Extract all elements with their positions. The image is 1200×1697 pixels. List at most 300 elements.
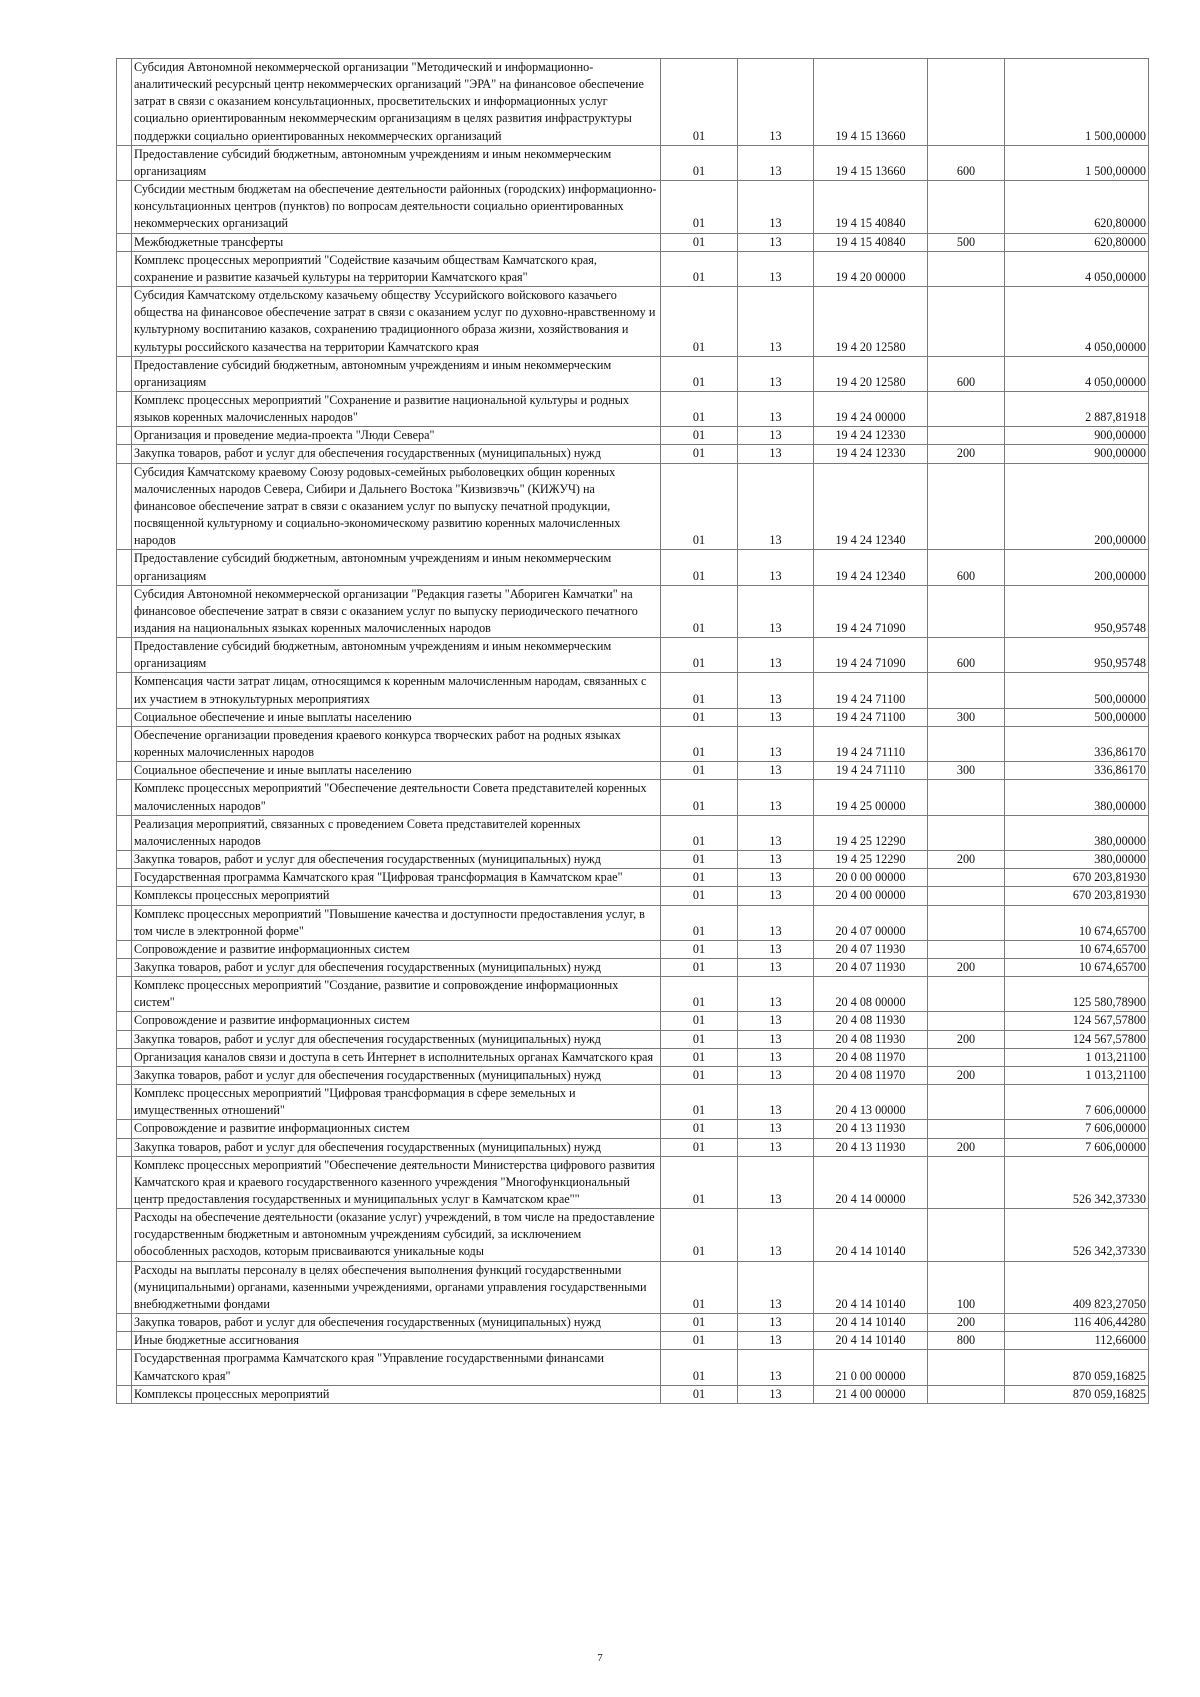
index-cell [117, 1332, 132, 1350]
section-code-cell: 01 [661, 1030, 738, 1048]
index-cell [117, 59, 132, 146]
section-code-cell: 01 [661, 1209, 738, 1261]
expense-name-cell: Субсидии местным бюджетам на обеспечение деятельности районных (городских) информационно-консультационных центров (пунктов) по вопросам деятельности социально ориентированных некоммерческих организаций [132, 181, 661, 233]
expense-name-cell: Закупка товаров, работ и услуг для обеспечения государственных (муниципальных) нужд [132, 1066, 661, 1084]
expense-name-cell: Комплекс процессных мероприятий "Цифровая трансформация в сфере земельных и имущественных отношений" [132, 1085, 661, 1120]
expense-type-cell [928, 815, 1005, 850]
target-article-cell: 19 4 24 12340 [814, 550, 928, 585]
table-row [117, 815, 1149, 850]
index-cell [117, 940, 132, 958]
table-row [117, 1385, 1149, 1403]
section-code-cell: 01 [661, 905, 738, 940]
target-article-cell: 20 4 07 11930 [814, 958, 928, 976]
amount-cell: 124 567,57800 [1005, 1030, 1149, 1048]
table-row [117, 251, 1149, 286]
expense-type-cell: 200 [928, 445, 1005, 463]
amount-cell: 112,66000 [1005, 1332, 1149, 1350]
index-cell [117, 1385, 132, 1403]
target-article-cell: 19 4 24 71090 [814, 638, 928, 673]
index-cell [117, 1012, 132, 1030]
subsection-code-cell: 13 [738, 905, 814, 940]
expense-name-cell: Субсидия Камчатскому краевому Союзу родовых-семейных рыболовецких общин коренных малочисленных народов Севера, Сибири и Дальнего Востока "Кизвизвэчь" (КИЖУЧ) на финансовое обеспечение затрат в связи с оказанием услуг по выпуску печатной продукции, посвященной культурному и социально-экономическому развитию коренных малочисленных народов [132, 463, 661, 550]
subsection-code-cell: 13 [738, 181, 814, 233]
expense-name-cell: Субсидия Автономной некоммерческой организации "Методический и информационно-аналитический ресурсный центр некоммерческих организаций "ЭРА" на финансовое обеспечение затрат в связи с оказанием консультационных, просветительских и информационных услуг социально ориентированным некоммерческим организациям в целях развития инфраструктуры поддержки социально ориентированных некоммерческих организаций [132, 59, 661, 146]
amount-cell: 870 059,16825 [1005, 1350, 1149, 1385]
section-code-cell: 01 [661, 251, 738, 286]
amount-cell: 336,86170 [1005, 762, 1149, 780]
expense-name-cell: Расходы на выплаты персоналу в целях обеспечения выполнения функций государственными (муниципальными) органами, казенными учреждениями, органами управления государственными внебюджетными фондами [132, 1261, 661, 1313]
expense-type-cell: 600 [928, 356, 1005, 391]
section-code-cell: 01 [661, 1261, 738, 1313]
table-row [117, 977, 1149, 1012]
index-cell [117, 585, 132, 637]
target-article-cell: 20 4 14 10140 [814, 1332, 928, 1350]
index-cell [117, 1209, 132, 1261]
expense-type-cell: 300 [928, 762, 1005, 780]
expense-name-cell: Закупка товаров, работ и услуг для обеспечения государственных (муниципальных) нужд [132, 958, 661, 976]
expense-type-cell [928, 391, 1005, 426]
section-code-cell: 01 [661, 1385, 738, 1403]
amount-cell: 409 823,27050 [1005, 1261, 1149, 1313]
amount-cell: 4 050,00000 [1005, 287, 1149, 357]
expense-type-cell [928, 940, 1005, 958]
expense-type-cell [928, 1048, 1005, 1066]
expense-name-cell: Обеспечение организации проведения краевого конкурса творческих работ на родных языках коренных малочисленных народов [132, 726, 661, 761]
target-article-cell: 20 4 08 11930 [814, 1030, 928, 1048]
subsection-code-cell: 13 [738, 815, 814, 850]
target-article-cell: 21 4 00 00000 [814, 1385, 928, 1403]
target-article-cell: 20 4 08 00000 [814, 977, 928, 1012]
expense-name-cell: Компенсация части затрат лицам, относящимся к коренным малочисленным народам, связанных с их участием в этнокультурных мероприятиях [132, 673, 661, 708]
expense-name-cell: Иные бюджетные ассигнования [132, 1332, 661, 1350]
target-article-cell: 20 4 14 10140 [814, 1314, 928, 1332]
target-article-cell: 20 4 13 11930 [814, 1120, 928, 1138]
table-row [117, 638, 1149, 673]
expense-type-cell [928, 726, 1005, 761]
subsection-code-cell: 13 [738, 1350, 814, 1385]
subsection-code-cell: 13 [738, 1385, 814, 1403]
section-code-cell: 01 [661, 851, 738, 869]
expense-type-cell: 100 [928, 1261, 1005, 1313]
section-code-cell: 01 [661, 815, 738, 850]
target-article-cell: 20 0 00 00000 [814, 869, 928, 887]
table-row [117, 851, 1149, 869]
table-row [117, 869, 1149, 887]
index-cell [117, 1314, 132, 1332]
subsection-code-cell: 13 [738, 780, 814, 815]
section-code-cell: 01 [661, 869, 738, 887]
expense-type-cell: 200 [928, 1030, 1005, 1048]
section-code-cell: 01 [661, 427, 738, 445]
expense-type-cell [928, 463, 1005, 550]
subsection-code-cell: 13 [738, 1048, 814, 1066]
index-cell [117, 391, 132, 426]
expense-name-cell: Социальное обеспечение и иные выплаты населению [132, 708, 661, 726]
expense-type-cell [928, 1085, 1005, 1120]
target-article-cell: 20 4 07 11930 [814, 940, 928, 958]
subsection-code-cell: 13 [738, 1156, 814, 1208]
table-row [117, 1350, 1149, 1385]
table-row [117, 1261, 1149, 1313]
index-cell [117, 145, 132, 180]
expense-name-cell: Закупка товаров, работ и услуг для обеспечения государственных (муниципальных) нужд [132, 851, 661, 869]
target-article-cell: 19 4 15 13660 [814, 145, 928, 180]
section-code-cell: 01 [661, 356, 738, 391]
budget-table [116, 58, 1149, 1404]
expense-name-cell: Организация и проведение медиа-проекта "Люди Севера" [132, 427, 661, 445]
target-article-cell: 19 4 24 71110 [814, 762, 928, 780]
amount-cell: 116 406,44280 [1005, 1314, 1149, 1332]
amount-cell: 7 606,00000 [1005, 1138, 1149, 1156]
section-code-cell: 01 [661, 1048, 738, 1066]
index-cell [117, 251, 132, 286]
target-article-cell: 20 4 08 11930 [814, 1012, 928, 1030]
table-row [117, 1209, 1149, 1261]
amount-cell: 4 050,00000 [1005, 356, 1149, 391]
target-article-cell: 19 4 24 71090 [814, 585, 928, 637]
expense-name-cell: Межбюджетные трансферты [132, 233, 661, 251]
amount-cell: 7 606,00000 [1005, 1120, 1149, 1138]
section-code-cell: 01 [661, 1156, 738, 1208]
expense-name-cell: Комплексы процессных мероприятий [132, 887, 661, 905]
subsection-code-cell: 13 [738, 1261, 814, 1313]
table-row [117, 445, 1149, 463]
expense-type-cell: 200 [928, 1314, 1005, 1332]
target-article-cell: 20 4 08 11970 [814, 1048, 928, 1066]
expense-name-cell: Комплекс процессных мероприятий "Повышение качества и доступности предоставления услуг, в том числе в электронной форме" [132, 905, 661, 940]
expense-name-cell: Предоставление субсидий бюджетным, автономным учреждениям и иным некоммерческим организациям [132, 638, 661, 673]
amount-cell: 10 674,65700 [1005, 958, 1149, 976]
expense-type-cell [928, 1209, 1005, 1261]
expense-name-cell: Комплексы процессных мероприятий [132, 1385, 661, 1403]
table-row [117, 673, 1149, 708]
index-cell [117, 887, 132, 905]
index-cell [117, 977, 132, 1012]
table-row [117, 905, 1149, 940]
index-cell [117, 905, 132, 940]
table-row [117, 1048, 1149, 1066]
subsection-code-cell: 13 [738, 1085, 814, 1120]
section-code-cell: 01 [661, 1085, 738, 1120]
amount-cell: 200,00000 [1005, 463, 1149, 550]
section-code-cell: 01 [661, 708, 738, 726]
section-code-cell: 01 [661, 391, 738, 426]
amount-cell: 1 500,00000 [1005, 145, 1149, 180]
subsection-code-cell: 13 [738, 869, 814, 887]
subsection-code-cell: 13 [738, 233, 814, 251]
section-code-cell: 01 [661, 463, 738, 550]
section-code-cell: 01 [661, 762, 738, 780]
expense-type-cell: 500 [928, 233, 1005, 251]
section-code-cell: 01 [661, 445, 738, 463]
expense-name-cell: Организация каналов связи и доступа в сеть Интернет в исполнительных органах Камчатского края [132, 1048, 661, 1066]
amount-cell: 900,00000 [1005, 427, 1149, 445]
index-cell [117, 638, 132, 673]
subsection-code-cell: 13 [738, 585, 814, 637]
subsection-code-cell: 13 [738, 977, 814, 1012]
index-cell [117, 463, 132, 550]
target-article-cell: 20 4 00 00000 [814, 887, 928, 905]
section-code-cell: 01 [661, 780, 738, 815]
amount-cell: 526 342,37330 [1005, 1209, 1149, 1261]
amount-cell: 380,00000 [1005, 851, 1149, 869]
index-cell [117, 1048, 132, 1066]
section-code-cell: 01 [661, 1350, 738, 1385]
subsection-code-cell: 13 [738, 958, 814, 976]
expense-name-cell: Субсидия Автономной некоммерческой организации "Редакция газеты "Абориген Камчатки" на финансовое обеспечение затрат в связи с оказанием услуг по выпуску периодического печатного издания на национальных языках коренных малочисленных народов [132, 585, 661, 637]
table-row [117, 1012, 1149, 1030]
expense-type-cell [928, 673, 1005, 708]
amount-cell: 125 580,78900 [1005, 977, 1149, 1012]
expense-name-cell: Сопровождение и развитие информационных систем [132, 1120, 661, 1138]
expense-type-cell [928, 251, 1005, 286]
expense-type-cell: 200 [928, 851, 1005, 869]
amount-cell: 620,80000 [1005, 233, 1149, 251]
amount-cell: 950,95748 [1005, 638, 1149, 673]
table-row [117, 762, 1149, 780]
amount-cell: 4 050,00000 [1005, 251, 1149, 286]
target-article-cell: 20 4 14 10140 [814, 1209, 928, 1261]
subsection-code-cell: 13 [738, 1066, 814, 1084]
subsection-code-cell: 13 [738, 1138, 814, 1156]
expense-name-cell: Сопровождение и развитие информационных систем [132, 940, 661, 958]
index-cell [117, 181, 132, 233]
expense-type-cell: 600 [928, 638, 1005, 673]
section-code-cell: 01 [661, 726, 738, 761]
index-cell [117, 869, 132, 887]
expense-type-cell [928, 905, 1005, 940]
expense-type-cell: 200 [928, 958, 1005, 976]
table-row [117, 550, 1149, 585]
amount-cell: 200,00000 [1005, 550, 1149, 585]
subsection-code-cell: 13 [738, 463, 814, 550]
expense-type-cell: 800 [928, 1332, 1005, 1350]
amount-cell: 380,00000 [1005, 815, 1149, 850]
expense-name-cell: Сопровождение и развитие информационных систем [132, 1012, 661, 1030]
expense-type-cell [928, 181, 1005, 233]
amount-cell: 1 013,21100 [1005, 1048, 1149, 1066]
target-article-cell: 19 4 24 12330 [814, 427, 928, 445]
subsection-code-cell: 13 [738, 638, 814, 673]
expense-name-cell: Государственная программа Камчатского края "Цифровая трансформация в Камчатском крае" [132, 869, 661, 887]
expense-name-cell: Комплекс процессных мероприятий "Создание, развитие и сопровождение информационных систем" [132, 977, 661, 1012]
subsection-code-cell: 13 [738, 762, 814, 780]
section-code-cell: 01 [661, 977, 738, 1012]
table-row [117, 887, 1149, 905]
target-article-cell: 19 4 25 12290 [814, 815, 928, 850]
expense-type-cell [928, 1012, 1005, 1030]
amount-cell: 950,95748 [1005, 585, 1149, 637]
subsection-code-cell: 13 [738, 887, 814, 905]
index-cell [117, 815, 132, 850]
index-cell [117, 673, 132, 708]
target-article-cell: 19 4 20 12580 [814, 356, 928, 391]
index-cell [117, 287, 132, 357]
index-cell [117, 233, 132, 251]
index-cell [117, 427, 132, 445]
target-article-cell: 19 4 24 71100 [814, 673, 928, 708]
budget-table-body [117, 59, 1149, 1404]
subsection-code-cell: 13 [738, 1332, 814, 1350]
subsection-code-cell: 13 [738, 1120, 814, 1138]
index-cell [117, 958, 132, 976]
target-article-cell: 19 4 20 00000 [814, 251, 928, 286]
index-cell [117, 1120, 132, 1138]
target-article-cell: 21 0 00 00000 [814, 1350, 928, 1385]
subsection-code-cell: 13 [738, 673, 814, 708]
amount-cell: 670 203,81930 [1005, 869, 1149, 887]
section-code-cell: 01 [661, 585, 738, 637]
target-article-cell: 19 4 24 00000 [814, 391, 928, 426]
amount-cell: 870 059,16825 [1005, 1385, 1149, 1403]
target-article-cell: 19 4 15 13660 [814, 59, 928, 146]
index-cell [117, 1138, 132, 1156]
expense-type-cell: 600 [928, 145, 1005, 180]
index-cell [117, 1066, 132, 1084]
expense-name-cell: Комплекс процессных мероприятий "Сохранение и развитие национальной культуры и родных языков коренных малочисленных народов" [132, 391, 661, 426]
section-code-cell: 01 [661, 887, 738, 905]
section-code-cell: 01 [661, 287, 738, 357]
expense-name-cell: Комплекс процессных мероприятий "Обеспечение деятельности Совета представителей коренных малочисленных народов" [132, 780, 661, 815]
expense-type-cell [928, 1120, 1005, 1138]
table-row [117, 726, 1149, 761]
expense-type-cell [928, 427, 1005, 445]
table-row [117, 233, 1149, 251]
expense-name-cell: Предоставление субсидий бюджетным, автономным учреждениям и иным некоммерческим организациям [132, 145, 661, 180]
target-article-cell: 19 4 15 40840 [814, 233, 928, 251]
table-row [117, 1156, 1149, 1208]
expense-type-cell [928, 977, 1005, 1012]
index-cell [117, 445, 132, 463]
index-cell [117, 1350, 132, 1385]
expense-name-cell: Закупка товаров, работ и услуг для обеспечения государственных (муниципальных) нужд [132, 445, 661, 463]
index-cell [117, 1261, 132, 1313]
index-cell [117, 708, 132, 726]
expense-name-cell: Реализация мероприятий, связанных с проведением Совета представителей коренных малочисленных народов [132, 815, 661, 850]
expense-type-cell [928, 780, 1005, 815]
subsection-code-cell: 13 [738, 851, 814, 869]
section-code-cell: 01 [661, 638, 738, 673]
expense-type-cell [928, 1350, 1005, 1385]
subsection-code-cell: 13 [738, 550, 814, 585]
index-cell [117, 780, 132, 815]
expense-name-cell: Расходы на обеспечение деятельности (оказание услуг) учреждений, в том числе на предоставление государственным бюджетным и автономным учреждениям субсидий, за исключением обособленных расходов, которым присваиваются уникальные коды [132, 1209, 661, 1261]
expense-name-cell: Комплекс процессных мероприятий "Содействие казачьим обществам Камчатского края, сохранение и развитие казачьей культуры на территории Камчатского края" [132, 251, 661, 286]
expense-name-cell: Предоставление субсидий бюджетным, автономным учреждениям и иным некоммерческим организациям [132, 356, 661, 391]
table-row [117, 1314, 1149, 1332]
section-code-cell: 01 [661, 1120, 738, 1138]
subsection-code-cell: 13 [738, 356, 814, 391]
subsection-code-cell: 13 [738, 59, 814, 146]
target-article-cell: 19 4 25 00000 [814, 780, 928, 815]
amount-cell: 1 500,00000 [1005, 59, 1149, 146]
amount-cell: 124 567,57800 [1005, 1012, 1149, 1030]
subsection-code-cell: 13 [738, 445, 814, 463]
expense-name-cell: Социальное обеспечение и иные выплаты населению [132, 762, 661, 780]
target-article-cell: 20 4 14 00000 [814, 1156, 928, 1208]
amount-cell: 620,80000 [1005, 181, 1149, 233]
expense-type-cell: 300 [928, 708, 1005, 726]
expense-type-cell: 600 [928, 550, 1005, 585]
expense-name-cell: Государственная программа Камчатского края "Управление государственными финансами Камчатского края" [132, 1350, 661, 1385]
section-code-cell: 01 [661, 1314, 738, 1332]
target-article-cell: 20 4 08 11970 [814, 1066, 928, 1084]
table-row [117, 356, 1149, 391]
expense-type-cell [928, 1156, 1005, 1208]
expense-type-cell: 200 [928, 1066, 1005, 1084]
section-code-cell: 01 [661, 550, 738, 585]
subsection-code-cell: 13 [738, 391, 814, 426]
target-article-cell: 19 4 20 12580 [814, 287, 928, 357]
target-article-cell: 19 4 25 12290 [814, 851, 928, 869]
amount-cell: 7 606,00000 [1005, 1085, 1149, 1120]
section-code-cell: 01 [661, 1012, 738, 1030]
subsection-code-cell: 13 [738, 1030, 814, 1048]
table-row [117, 780, 1149, 815]
page-number: 7 [597, 1652, 603, 1664]
amount-cell: 500,00000 [1005, 673, 1149, 708]
expense-type-cell [928, 59, 1005, 146]
expense-type-cell [928, 287, 1005, 357]
table-row [117, 708, 1149, 726]
table-row [117, 145, 1149, 180]
expense-name-cell: Закупка товаров, работ и услуг для обеспечения государственных (муниципальных) нужд [132, 1314, 661, 1332]
section-code-cell: 01 [661, 673, 738, 708]
expense-name-cell: Предоставление субсидий бюджетным, автономным учреждениям и иным некоммерческим организациям [132, 550, 661, 585]
subsection-code-cell: 13 [738, 1314, 814, 1332]
subsection-code-cell: 13 [738, 427, 814, 445]
index-cell [117, 1085, 132, 1120]
table-row [117, 940, 1149, 958]
amount-cell: 2 887,81918 [1005, 391, 1149, 426]
target-article-cell: 19 4 24 71100 [814, 708, 928, 726]
subsection-code-cell: 13 [738, 1012, 814, 1030]
expense-type-cell [928, 585, 1005, 637]
amount-cell: 500,00000 [1005, 708, 1149, 726]
amount-cell: 336,86170 [1005, 726, 1149, 761]
subsection-code-cell: 13 [738, 1209, 814, 1261]
expense-name-cell: Закупка товаров, работ и услуг для обеспечения государственных (муниципальных) нужд [132, 1138, 661, 1156]
target-article-cell: 20 4 14 10140 [814, 1261, 928, 1313]
subsection-code-cell: 13 [738, 940, 814, 958]
section-code-cell: 01 [661, 1066, 738, 1084]
amount-cell: 380,00000 [1005, 780, 1149, 815]
section-code-cell: 01 [661, 145, 738, 180]
table-row [117, 1030, 1149, 1048]
section-code-cell: 01 [661, 59, 738, 146]
index-cell [117, 726, 132, 761]
table-row [117, 585, 1149, 637]
expense-name-cell: Закупка товаров, работ и услуг для обеспечения государственных (муниципальных) нужд [132, 1030, 661, 1048]
table-row [117, 1066, 1149, 1084]
table-row [117, 958, 1149, 976]
table-row [117, 1120, 1149, 1138]
expense-type-cell [928, 887, 1005, 905]
index-cell [117, 1030, 132, 1048]
index-cell [117, 550, 132, 585]
index-cell [117, 762, 132, 780]
amount-cell: 10 674,65700 [1005, 940, 1149, 958]
section-code-cell: 01 [661, 958, 738, 976]
table-row [117, 59, 1149, 146]
expense-name-cell: Субсидия Камчатскому отдельскому казачьему обществу Уссурийского войскового казачьего общества на финансовое обеспечение затрат в связи с оказанием услуг по духовно-нравственному и культурному воспитанию казаков, сохранению традиционного образа жизни, хозяйствования и культуры российского казачества на территории Камчатского края [132, 287, 661, 357]
subsection-code-cell: 13 [738, 251, 814, 286]
target-article-cell: 20 4 13 00000 [814, 1085, 928, 1120]
index-cell [117, 356, 132, 391]
amount-cell: 526 342,37330 [1005, 1156, 1149, 1208]
target-article-cell: 20 4 13 11930 [814, 1138, 928, 1156]
table-row [117, 1138, 1149, 1156]
